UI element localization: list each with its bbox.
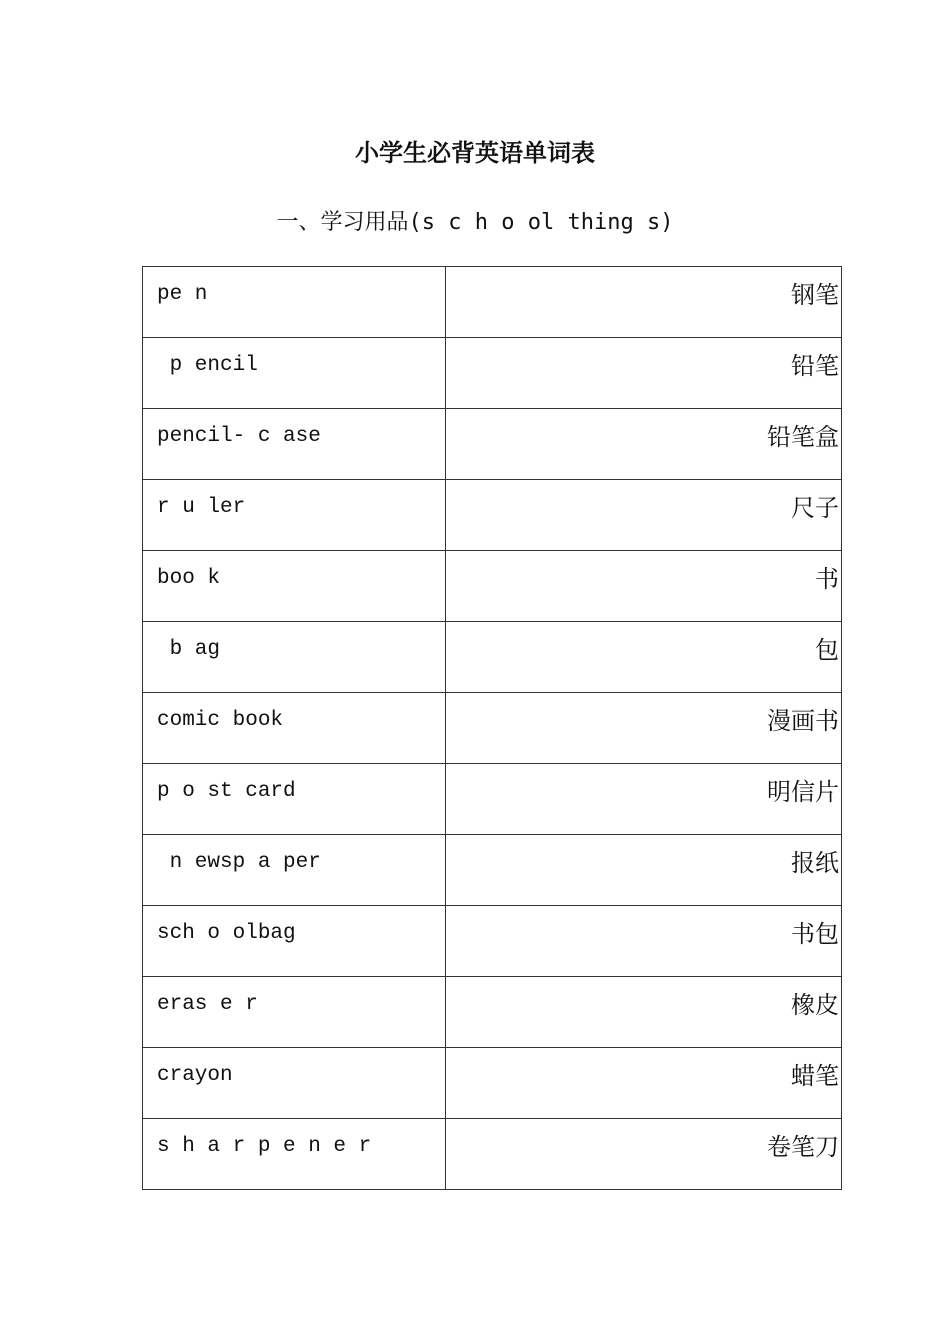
english-word: boo k [157,567,221,590]
english-word-cell [143,1119,446,1190]
table-row [143,693,842,764]
chinese-meaning-cell [446,622,842,693]
english-word-cell [143,551,446,622]
english-word-cell [143,267,446,338]
english-word: s h a r p e n e r [157,1135,372,1158]
table-row [143,551,842,622]
chinese-meaning-cell [446,977,842,1048]
english-word: eras e r [157,993,258,1016]
chinese-meaning: 钢笔 [791,281,839,309]
chinese-meaning-cell [446,338,842,409]
chinese-meaning-cell [446,835,842,906]
chinese-meaning: 铅笔 [791,352,839,380]
document-title: 小学生必背英语单词表 [355,138,595,167]
table-row [143,338,842,409]
english-word: r u ler [157,496,246,519]
table-row [143,409,842,480]
chinese-meaning-cell [446,693,842,764]
chinese-meaning: 蜡笔 [791,1062,839,1090]
english-word-cell [143,622,446,693]
chinese-meaning-cell [446,1119,842,1190]
english-word: comic book [157,709,284,732]
chinese-meaning-cell [446,409,842,480]
english-word-cell [143,1048,446,1119]
table-row [143,906,842,977]
chinese-meaning-cell [446,267,842,338]
english-word-cell [143,409,446,480]
chinese-meaning: 漫画书 [767,707,839,735]
chinese-meaning: 书包 [791,920,839,948]
english-word-cell [143,764,446,835]
chinese-meaning-cell [446,764,842,835]
table-row [143,835,842,906]
english-word: crayon [157,1064,233,1087]
chinese-meaning: 明信片 [767,778,839,806]
english-word: p encil [157,354,258,377]
table-row [143,977,842,1048]
chinese-meaning-cell [446,551,842,622]
english-word-cell [143,693,446,764]
chinese-meaning: 卷笔刀 [767,1133,839,1161]
chinese-meaning: 橡皮 [791,991,839,1019]
english-word: sch o olbag [157,922,296,945]
vocabulary-table [142,266,842,1190]
chinese-meaning: 报纸 [791,849,839,877]
english-word: pe n [157,283,208,306]
table-row [143,480,842,551]
chinese-meaning-cell [446,480,842,551]
english-word-cell [143,480,446,551]
english-word-cell [143,977,446,1048]
table-row [143,622,842,693]
english-word-cell [143,835,446,906]
english-word: b ag [157,638,221,661]
chinese-meaning: 书 [815,565,839,593]
table-row [143,1119,842,1190]
english-word-cell [143,338,446,409]
english-word: pencil- c ase [157,425,321,448]
chinese-meaning: 包 [815,636,839,664]
english-word: p o st card [157,780,296,803]
section-title: 一、学习用品(s c h o ol thing s) [276,210,674,235]
chinese-meaning-cell [446,1048,842,1119]
table-row [143,764,842,835]
table-row [143,267,842,338]
chinese-meaning: 尺子 [791,494,839,522]
table-row [143,1048,842,1119]
chinese-meaning-cell [446,906,842,977]
english-word-cell [143,906,446,977]
chinese-meaning: 铅笔盒 [767,423,839,451]
english-word: n ewsp a per [157,851,321,874]
